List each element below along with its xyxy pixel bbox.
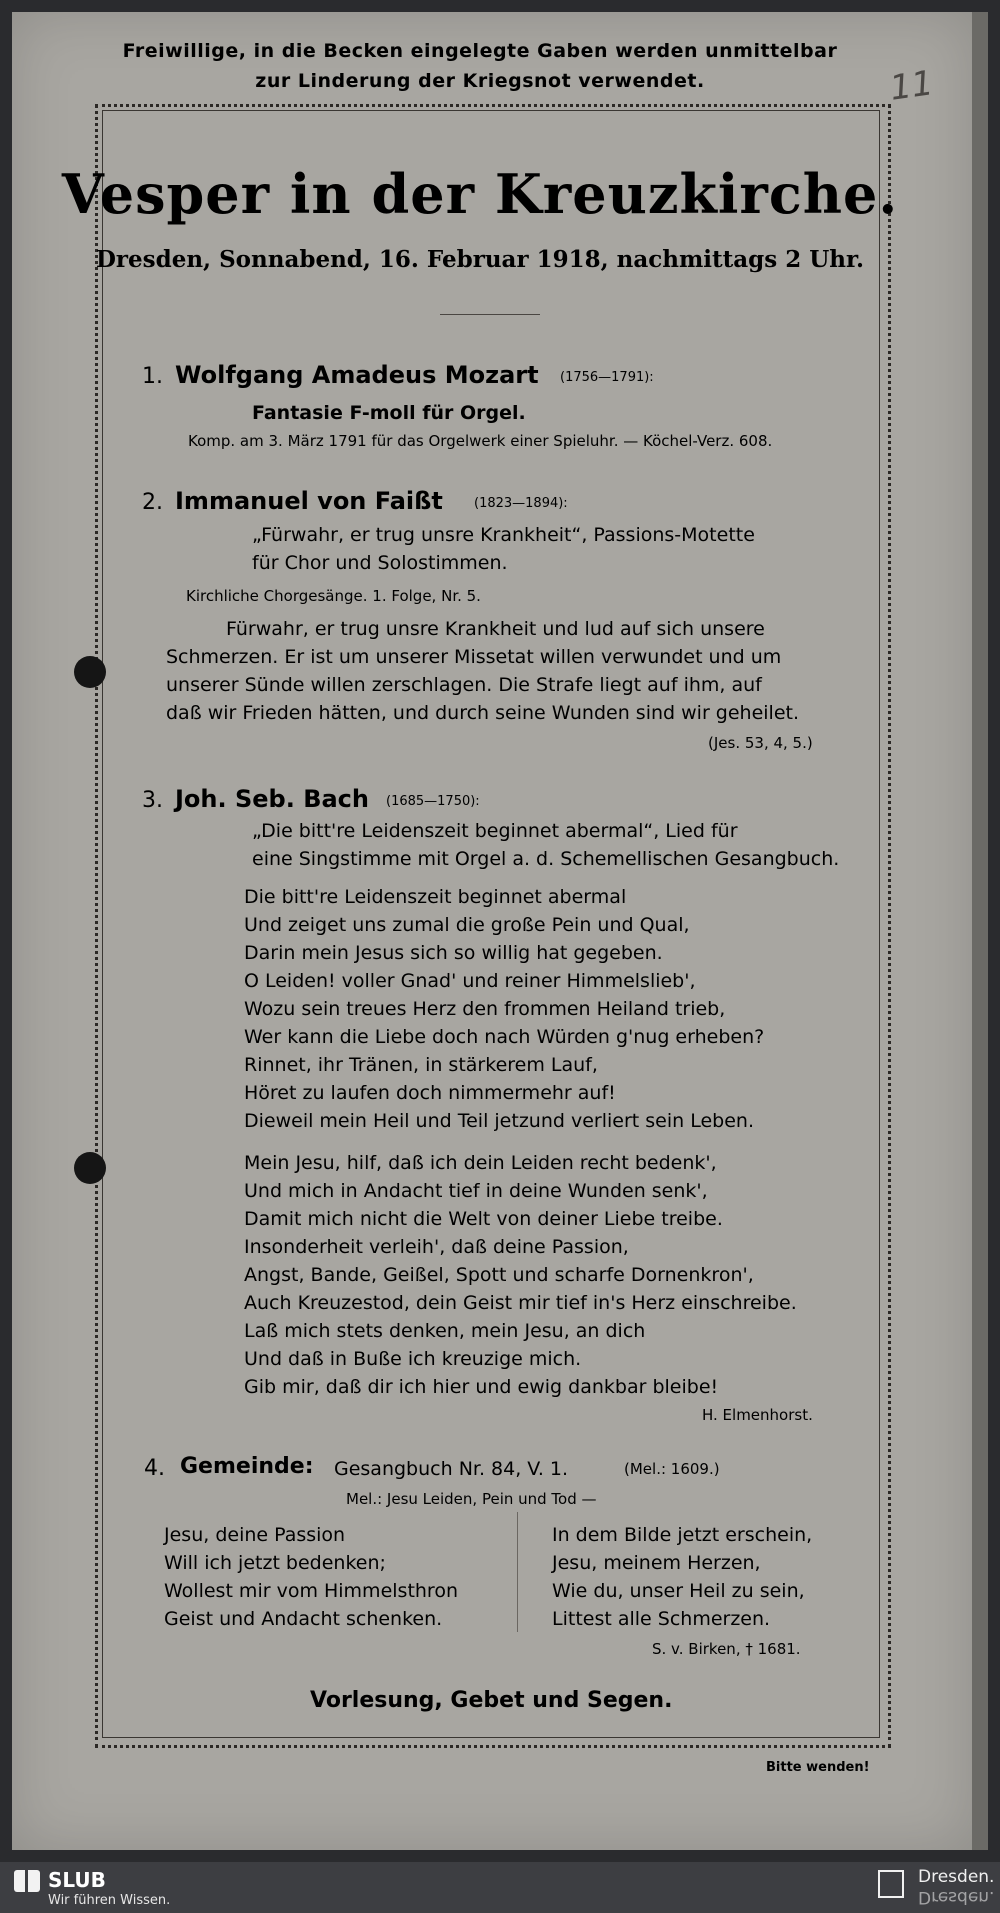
verse-line: Darin mein Jesus sich so willig hat gegeben. xyxy=(244,942,663,964)
verse-line: Und zeiget uns zumal die große Pein und Qual, xyxy=(244,914,690,936)
scripture-reference: (Jes. 53, 4, 5.) xyxy=(708,734,813,752)
verse-line: Die bitt're Leidenszeit beginnet abermal xyxy=(244,886,627,908)
verse-line: Auch Kreuzestod, dein Geist mir tief in's Herz einschreibe. xyxy=(244,1292,797,1314)
item-number: 4. xyxy=(144,1456,165,1481)
turn-page-note: Bitte wenden! xyxy=(766,1760,870,1775)
verse-line: Angst, Bande, Geißel, Spott und scharfe Dornenkron', xyxy=(244,1264,754,1286)
composer-years: (1823—1894): xyxy=(474,496,568,511)
item-number: 3. xyxy=(142,788,163,813)
congregation-label: Gemeinde: xyxy=(180,1454,314,1479)
city-name[interactable]: Dresden. xyxy=(918,1867,995,1887)
composer-years: (1756—1791): xyxy=(560,370,654,385)
verse-line: Mein Jesu, hilf, daß ich dein Leiden recht bedenk', xyxy=(244,1152,717,1174)
verse-line: Wozu sein treues Herz den frommen Heiland trieb, xyxy=(244,998,726,1020)
page-title: Vesper in der Kreuzkirche. xyxy=(61,162,899,226)
work-note: Komp. am 3. März 1791 für das Orgelwerk einer Spieluhr. — Köchel-Verz. 608. xyxy=(188,432,773,450)
punch-hole xyxy=(74,1152,106,1184)
hymn-author: H. Elmenhorst. xyxy=(702,1406,813,1424)
text-line: Fürwahr, er trug unsre Krankheit und lud auf sich unsere xyxy=(226,618,765,640)
verse-line: Dieweil mein Heil und Teil jetzund verliert sein Leben. xyxy=(244,1110,754,1132)
verse-line: Insonderheit verleih', daß deine Passion, xyxy=(244,1236,629,1258)
closing-text: Vorlesung, Gebet und Segen. xyxy=(310,1688,673,1713)
verse-line: Und mich in Andacht tief in deine Wunden senk', xyxy=(244,1180,708,1202)
hymnal-reference: Gesangbuch Nr. 84, V. 1. xyxy=(334,1458,569,1480)
hymn-line-left: Jesu, deine Passion xyxy=(164,1524,346,1546)
work-title: „Die bitt're Leidenszeit beginnet abermal“, Lied für xyxy=(252,820,738,842)
verse-line: Damit mich nicht die Welt von deiner Liebe treibe. xyxy=(244,1208,723,1230)
verse-line: Rinnet, ihr Tränen, in stärkerem Lauf, xyxy=(244,1054,598,1076)
verse-line: Und daß in Buße ich kreuzige mich. xyxy=(244,1348,582,1370)
divider xyxy=(440,314,540,315)
work-title-cont: für Chor und Solostimmen. xyxy=(252,552,508,574)
event-date: Dresden, Sonnabend, 16. Februar 1918, nachmittags 2 Uhr. xyxy=(95,246,865,273)
composer-name: Joh. Seb. Bach xyxy=(175,785,369,813)
city-name-reflection: Dresden. xyxy=(918,1887,995,1907)
composer-name: Immanuel von Faißt xyxy=(175,487,443,515)
text-line: daß wir Frieden hätten, und durch seine Wunden sind wir geheilet. xyxy=(166,702,800,724)
hymn-author: S. v. Birken, † 1681. xyxy=(652,1640,801,1658)
item-number: 1. xyxy=(142,364,163,389)
page-edge xyxy=(972,12,988,1850)
verse-line: Laß mich stets denken, mein Jesu, an dich xyxy=(244,1320,646,1342)
verse-line: Gib mir, daß dir ich hier und ewig dankbar bleibe! xyxy=(244,1376,719,1398)
text-line: Schmerzen. Er ist um unserer Missetat willen verwundet und um xyxy=(166,646,782,668)
item-number: 2. xyxy=(142,490,163,515)
punch-hole xyxy=(74,656,106,688)
work-title: „Fürwahr, er trug unsre Krankheit“, Passions-Motette xyxy=(252,524,755,546)
city-crest-icon xyxy=(878,1870,904,1898)
donation-note-line2: zur Linderung der Kriegsnot verwendet. xyxy=(255,70,705,92)
work-note: Kirchliche Chorgesänge. 1. Folge, Nr. 5. xyxy=(186,587,481,605)
brand-tagline: Wir führen Wissen. xyxy=(48,1893,171,1908)
column-divider xyxy=(517,1512,518,1632)
hymn-line-left: Will ich jetzt bedenken; xyxy=(164,1552,386,1574)
verse-line: Wer kann die Liebe doch nach Würden g'nug erheben? xyxy=(244,1026,765,1048)
donation-note xyxy=(0,36,960,96)
hymn-line-right: In dem Bilde jetzt erschein, xyxy=(552,1524,813,1546)
hymn-line-right: Littest alle Schmerzen. xyxy=(552,1608,771,1630)
hymn-line-right: Wie du, unser Heil zu sein, xyxy=(552,1580,805,1602)
work-title: Fantasie F-moll für Orgel. xyxy=(252,402,526,424)
composer-name: Wolfgang Amadeus Mozart xyxy=(175,361,539,389)
verse-line: O Leiden! voller Gnad' und reiner Himmelslieb', xyxy=(244,970,696,992)
melody-title: Mel.: Jesu Leiden, Pein und Tod — xyxy=(346,1490,597,1508)
work-title-cont: eine Singstimme mit Orgel a. d. Schemellischen Gesangbuch. xyxy=(252,848,840,870)
verse-line: Höret zu laufen doch nimmermehr auf! xyxy=(244,1082,616,1104)
page-mark: 11 xyxy=(887,63,936,109)
text-line: unserer Sünde willen zerschlagen. Die Strafe liegt auf ihm, auf xyxy=(166,674,762,696)
hymn-line-right: Jesu, meinem Herzen, xyxy=(552,1552,761,1574)
hymn-line-left: Wollest mir vom Himmelsthron xyxy=(164,1580,458,1602)
brand-name[interactable]: SLUB xyxy=(48,1868,106,1892)
hymn-line-left: Geist und Andacht schenken. xyxy=(164,1608,443,1630)
donation-note-line1: Freiwillige, in die Becken eingelegte Gaben werden unmittelbar xyxy=(122,40,838,62)
book-icon xyxy=(14,1870,40,1892)
melody-number: (Mel.: 1609.) xyxy=(624,1460,720,1478)
composer-years: (1685—1750): xyxy=(386,794,480,809)
